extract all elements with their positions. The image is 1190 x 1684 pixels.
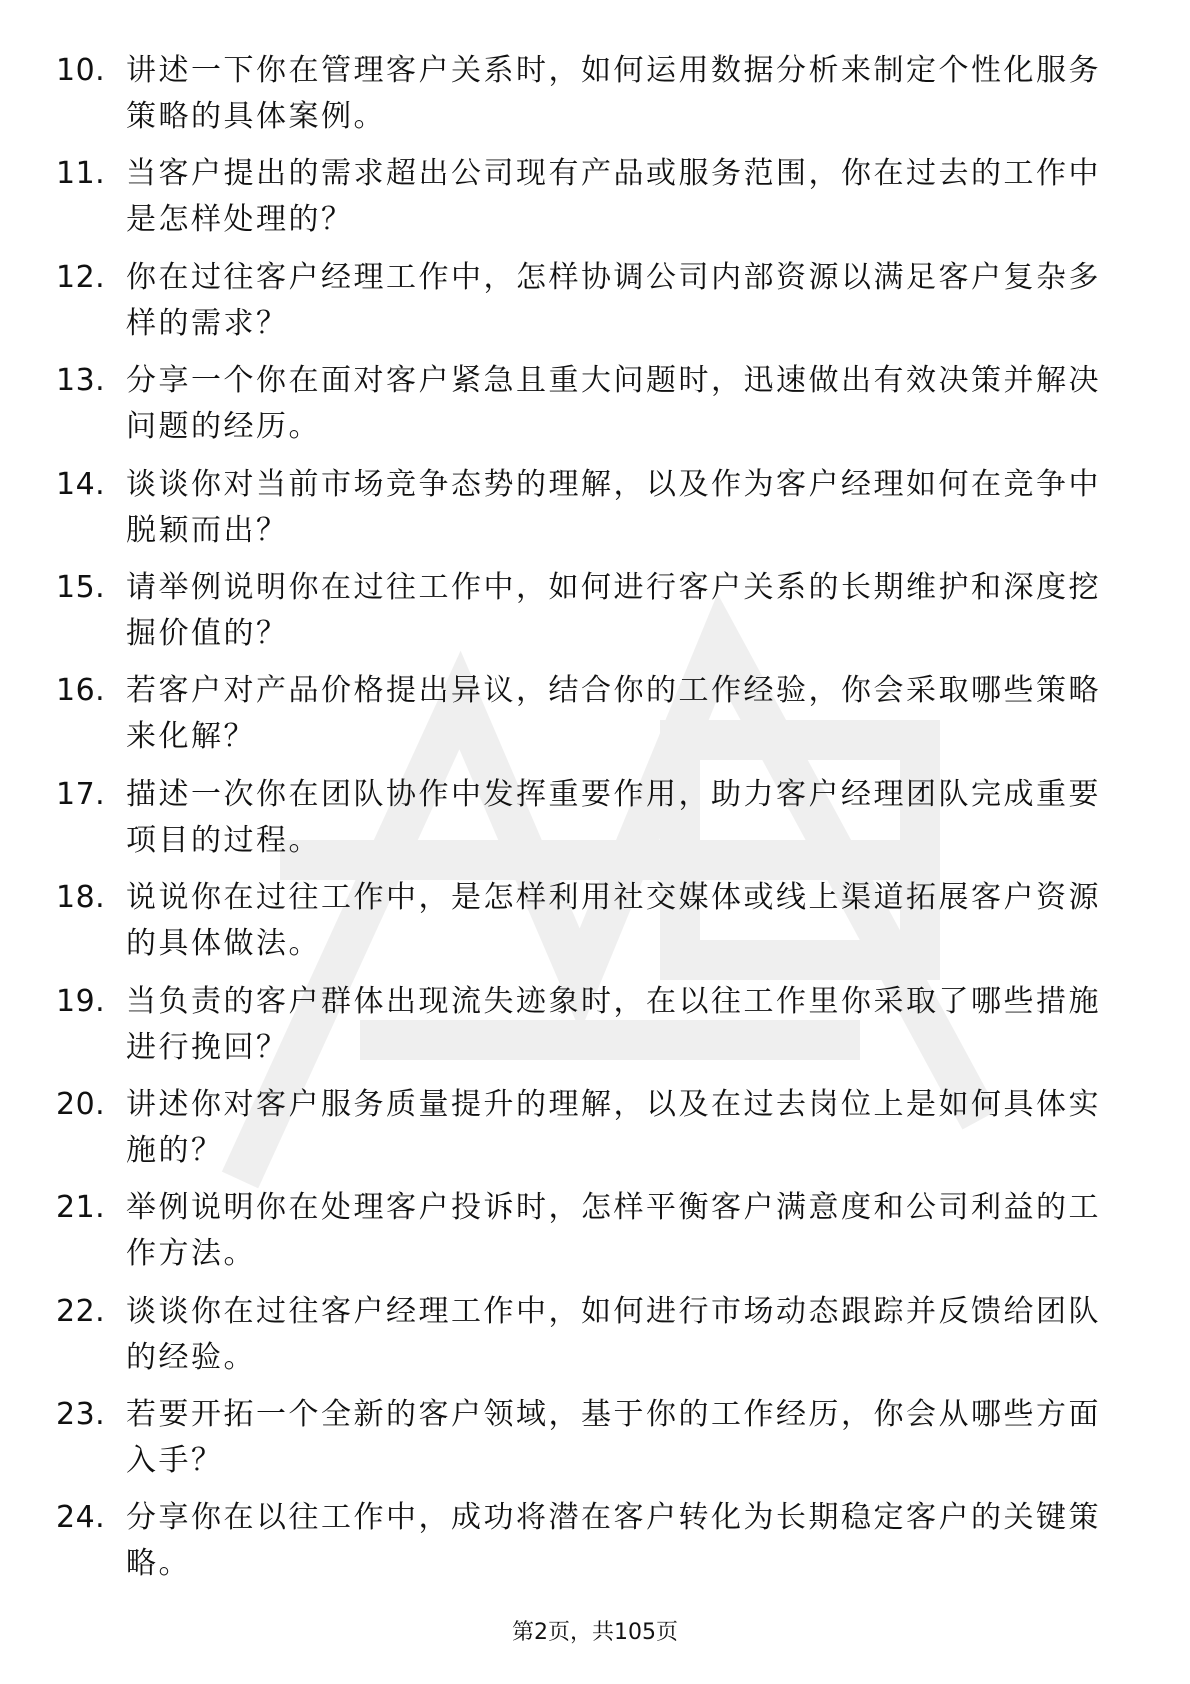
question-number: 17. (56, 776, 106, 812)
question-text: 谈谈你对当前市场竞争态势的理解，以及作为客户经理如何在竞争中脱颖而出？ (126, 466, 1101, 548)
list-item (56, 48, 1116, 151)
question-number: 13. (56, 363, 106, 399)
question-number: 23. (56, 1397, 106, 1433)
list-item (56, 875, 1116, 978)
question-number: 21. (56, 1190, 106, 1226)
page-number: 第2页，共105页 (512, 1620, 678, 1645)
question-text: 当客户提出的需求超出公司现有产品或服务范围，你在过去的工作中是怎样处理的？ (126, 156, 1101, 238)
question-number: 18. (56, 880, 106, 916)
question-text: 说说你在过往工作中，是怎样利用社交媒体或线上渠道拓展客户资源的具体做法。 (126, 880, 1101, 962)
question-text: 描述一次你在团队协作中发挥重要作用，助力客户经理团队完成重要项目的过程。 (126, 776, 1101, 858)
list-item (56, 255, 1116, 358)
question-list (56, 48, 1116, 1599)
list-item (56, 668, 1116, 771)
list-item (56, 358, 1116, 461)
question-number: 12. (56, 259, 106, 295)
question-text: 举例说明你在处理客户投诉时，怎样平衡客户满意度和公司利益的工作方法。 (126, 1190, 1101, 1272)
list-item (56, 1495, 1116, 1598)
question-number: 14. (56, 466, 106, 502)
question-number: 11. (56, 156, 106, 192)
question-text: 分享一个你在面对客户紧急且重大问题时，迅速做出有效决策并解决问题的经历。 (126, 363, 1101, 445)
question-number: 19. (56, 983, 106, 1019)
list-item (56, 1392, 1116, 1495)
list-item (56, 772, 1116, 875)
question-text: 讲述你对客户服务质量提升的理解，以及在过去岗位上是如何具体实施的？ (126, 1086, 1101, 1168)
question-text: 分享你在以往工作中，成功将潜在客户转化为长期稳定客户的关键策略。 (126, 1500, 1101, 1582)
list-item (56, 151, 1116, 254)
question-text: 你在过往客户经理工作中，怎样协调公司内部资源以满足客户复杂多样的需求？ (126, 259, 1101, 341)
question-text: 当负责的客户群体出现流失迹象时，在以往工作里你采取了哪些措施进行挽回？ (126, 983, 1101, 1065)
question-text: 若客户对产品价格提出异议，结合你的工作经验，你会采取哪些策略来化解？ (126, 673, 1101, 755)
question-text: 请举例说明你在过往工作中，如何进行客户关系的长期维护和深度挖掘价值的？ (126, 569, 1101, 651)
question-text: 谈谈你在过往客户经理工作中，如何进行市场动态跟踪并反馈给团队的经验。 (126, 1293, 1101, 1375)
question-number: 20. (56, 1086, 106, 1122)
question-number: 10. (56, 53, 106, 88)
question-text: 若要开拓一个全新的客户领域，基于你的工作经历，你会从哪些方面入手？ (126, 1397, 1101, 1479)
question-text: 讲述一下你在管理客户关系时，如何运用数据分析来制定个性化服务策略的具体案例。 (126, 53, 1101, 134)
question-number: 16. (56, 673, 106, 709)
list-item (56, 1289, 1116, 1392)
question-number: 24. (56, 1500, 106, 1536)
question-number: 15. (56, 569, 106, 605)
list-item (56, 565, 1116, 668)
list-item (56, 1082, 1116, 1185)
list-item (56, 1185, 1116, 1288)
list-item (56, 979, 1116, 1082)
list-item (56, 462, 1116, 565)
question-number: 22. (56, 1293, 106, 1329)
